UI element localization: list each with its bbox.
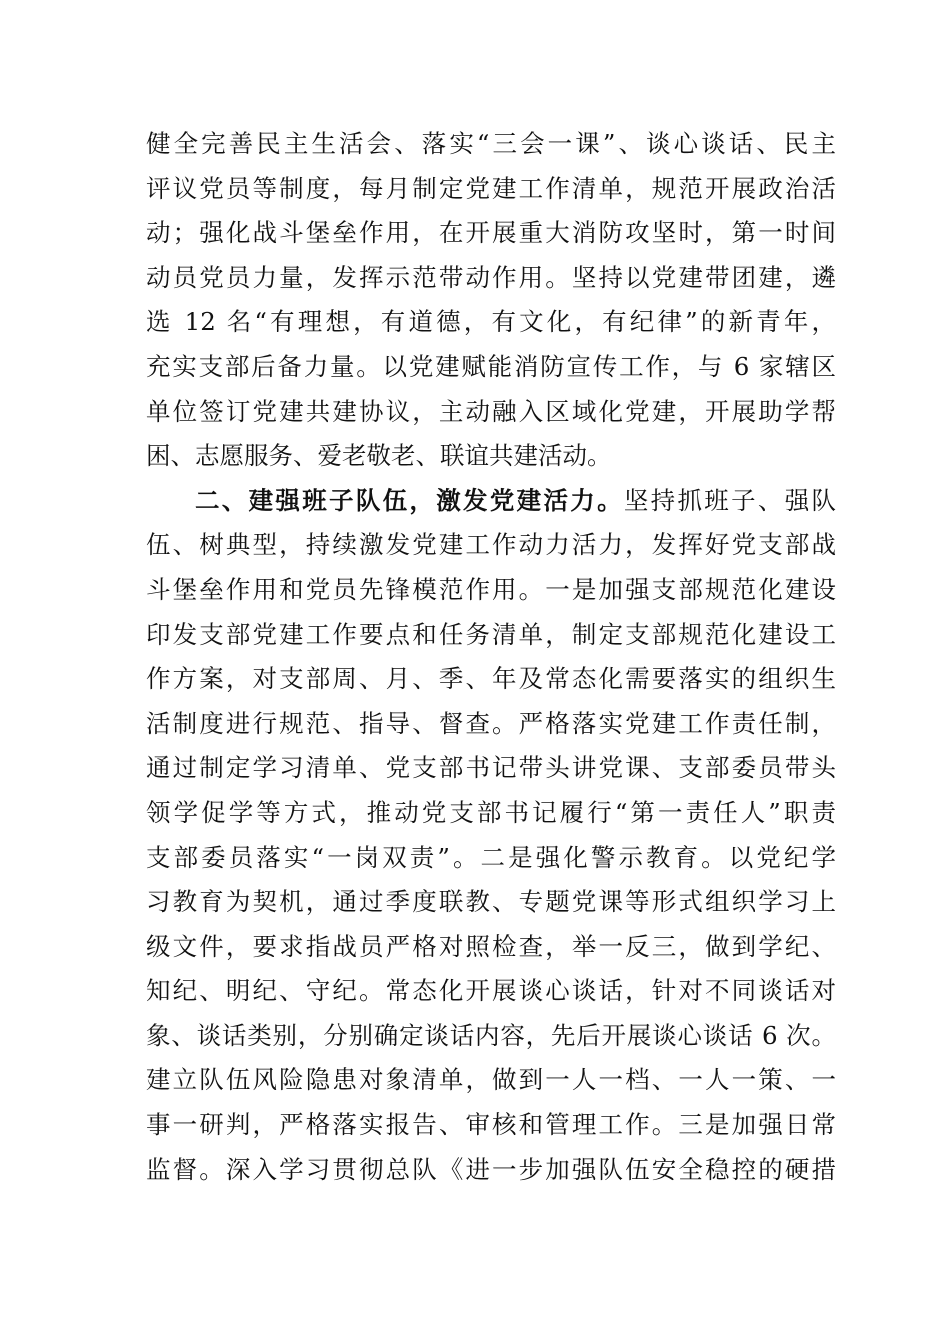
text-line: 充实支部后备力量。以党建赋能消防宣传工作，与 6 家辖区 xyxy=(146,351,836,381)
section-heading-line xyxy=(146,479,836,524)
text-line: 习教育为契机，通过季度联教、专题党课等形式组织学习上 xyxy=(146,887,836,917)
text-line: 事一研判，严格落实报告、审核和管理工作。三是加强日常 xyxy=(146,1110,836,1140)
text-line: 领学促学等方式，推动党支部书记履行“第一责任人”职责 xyxy=(146,797,836,827)
text-line: 单位签订党建共建协议，主动融入区域化党建，开展助学帮 xyxy=(146,396,836,426)
text-line: 健全完善民主生活会、落实“三会一课”、谈心谈话、民主 xyxy=(146,129,836,158)
text-line: 伍、树典型，持续激发党建工作动力活力，发挥好党支部战 xyxy=(146,530,836,560)
text-line: 监督。深入学习贯彻总队《进一步加强队伍安全稳控的硬措 xyxy=(146,1154,836,1184)
text-line: 级文件，要求指战员严格对照检查，举一反三，做到学纪、 xyxy=(146,931,836,961)
text-line: 动；强化战斗堡垒作用，在开展重大消防攻坚时，第一时间 xyxy=(146,218,836,248)
text-line: 评议党员等制度，每月制定党建工作清单，规范开展政治活 xyxy=(146,173,836,203)
text-line: 建立队伍风险隐患对象清单，做到一人一档、一人一策、一 xyxy=(146,1065,836,1095)
text-line: 斗堡垒作用和党员先锋模范作用。一是加强支部规范化建设 xyxy=(146,574,836,604)
section-heading: 二、建强班子队伍，激发党建活力。 xyxy=(195,485,624,515)
text-line: 通过制定学习清单、党支部书记带头讲党课、支部委员带头 xyxy=(146,753,836,783)
text-line: 作方案，对支部周、月、季、年及常态化需要落实的组织生 xyxy=(146,664,836,694)
paragraph-1 xyxy=(146,122,836,479)
paragraph-2 xyxy=(146,479,836,1193)
text-line: 动员党员力量，发挥示范带动作用。坚持以党建带团建，遴 xyxy=(146,262,836,292)
text-line: 印发支部党建工作要点和任务清单，制定支部规范化建设工 xyxy=(146,619,836,649)
text-line: 支部委员落实“一岗双责”。二是强化警示教育。以党纪学 xyxy=(146,842,836,872)
body-text xyxy=(146,122,836,1192)
text-line: 活制度进行规范、指导、督查。严格落实党建工作责任制， xyxy=(146,708,836,738)
text-line: 困、志愿服务、爱老敬老、联谊共建活动。 xyxy=(146,441,612,471)
text-line: 选 12 名“有理想，有道德，有文化，有纪律”的新青年， xyxy=(146,307,836,337)
text-line: 知纪、明纪、守纪。常态化开展谈心谈话，针对不同谈话对 xyxy=(146,976,836,1006)
text-line: 象、谈话类别，分别确定谈话内容，先后开展谈心谈话 6 次。 xyxy=(146,1020,836,1050)
section-heading-continuation: 坚持抓班子、强队 xyxy=(623,485,837,515)
